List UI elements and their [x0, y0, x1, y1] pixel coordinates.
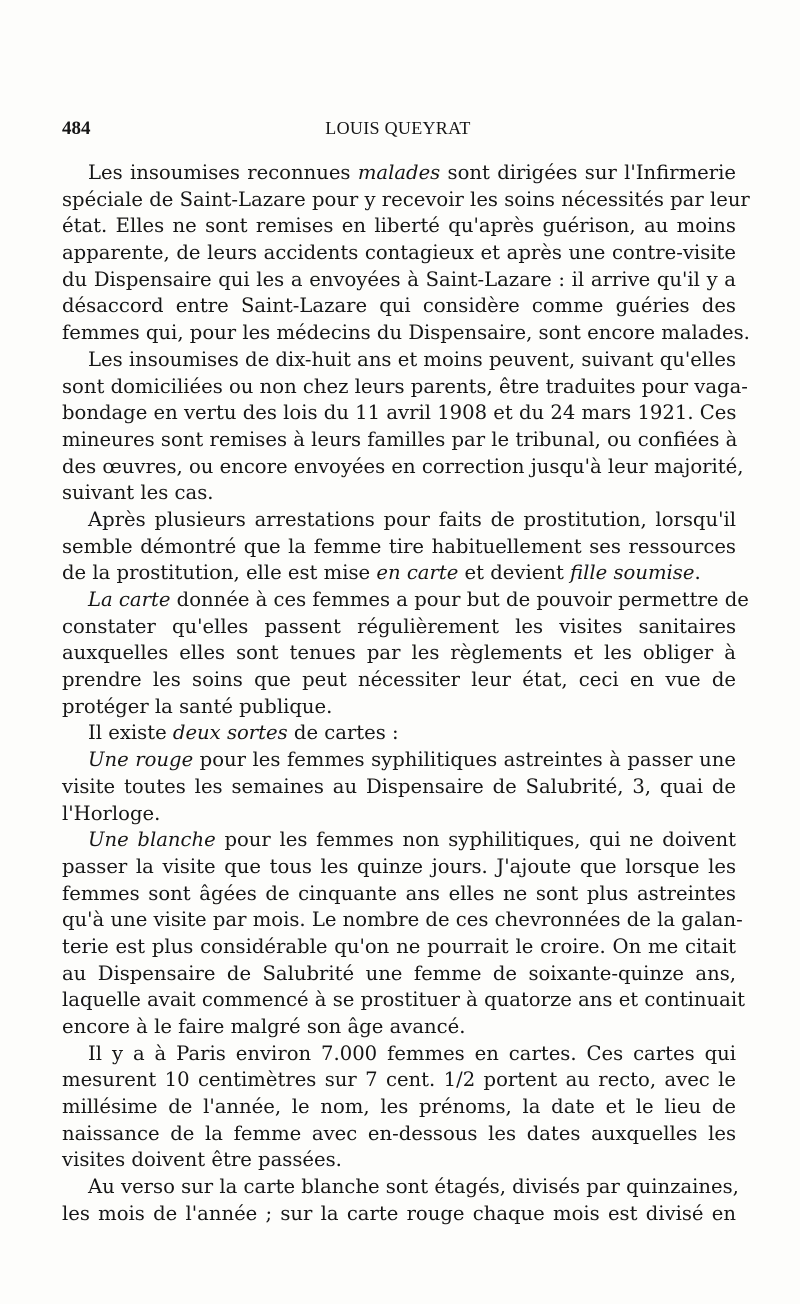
line-text: constater qu'elles passent régulièrement les visites sanitaires	[62, 614, 736, 638]
line-text: pour les femmes syphilitiques astreintes à passer une	[193, 748, 736, 772]
italic-text: en carte	[376, 561, 459, 585]
line-text: laquelle avait commencé à se prostituer à quatorze ans et continuait	[62, 988, 745, 1012]
text-line	[62, 1014, 736, 1041]
line-text: encore à le faire malgré son âge avancé.	[62, 1015, 466, 1038]
page-header	[62, 118, 734, 146]
line-text: mesurent 10 centimètres sur 7 cent. 1/2 portent au recto, avec le	[62, 1068, 736, 1092]
text-line	[62, 320, 750, 347]
text-line	[62, 1121, 736, 1148]
text-line	[62, 827, 736, 854]
text-line	[62, 1041, 736, 1068]
text-line	[62, 774, 736, 801]
line-text: de la prostitution, elle est mise	[62, 561, 377, 585]
text-line	[62, 640, 736, 667]
line-text: visites doivent être passées.	[62, 1148, 342, 1172]
italic-text: fille soumise	[570, 561, 695, 585]
text-line	[62, 667, 736, 694]
line-text: des œuvres, ou encore envoyées en correction jusqu'à leur majorité,	[62, 454, 744, 478]
italic-text: deux sortes	[172, 721, 288, 745]
text-line	[62, 881, 736, 908]
text-line	[62, 347, 736, 374]
line-text: protéger la santé publique.	[62, 694, 333, 718]
italic-text: Une blanche	[88, 828, 216, 852]
text-line	[62, 160, 736, 187]
text-line	[62, 454, 744, 481]
line-text: donnée à ces femmes a pour but de pouvoir permettre de	[170, 588, 749, 611]
text-line	[62, 720, 736, 747]
text-line	[62, 961, 736, 988]
text-line	[62, 480, 736, 507]
text-line	[62, 374, 748, 401]
line-text: au Dispensaire de Salubrité une femme de soixante-quinze ans,	[62, 961, 736, 985]
body-text	[62, 160, 750, 1228]
text-line	[62, 213, 736, 240]
text-line	[62, 907, 743, 934]
line-text: mineures sont remises à leurs familles par le tribunal, ou confiées à	[62, 427, 738, 451]
line-text: Il y a à Paris environ 7.000 femmes en cartes. Ces cartes qui	[88, 1041, 736, 1065]
line-text: désaccord entre Saint-Lazare qui considère comme guéries des	[62, 294, 736, 318]
text-line	[62, 987, 745, 1014]
text-line	[62, 1201, 736, 1228]
text-line	[62, 587, 749, 614]
line-text: Après plusieurs arrestations pour faits de prostitution, lorsqu'il	[88, 507, 736, 531]
page-number: 484	[62, 118, 91, 139]
line-text: passer la visite que tous les quinze jours. J'ajoute que lorsque les	[62, 854, 736, 878]
line-text: .	[694, 561, 701, 585]
italic-text: malades	[357, 161, 441, 184]
text-line	[62, 240, 736, 267]
line-text: prendre les soins que peut nécessiter leur état, ceci en vue de	[62, 668, 736, 692]
text-line	[62, 534, 736, 561]
text-line	[62, 427, 736, 454]
line-text: semble démontré que la femme tire habituellement ses ressources	[62, 534, 736, 558]
line-text: suivant les cas.	[62, 481, 214, 505]
line-text: apparente, de leurs accidents contagieux et après une contre-visite	[62, 241, 736, 265]
italic-text: Une rouge	[88, 748, 194, 772]
text-line	[62, 507, 736, 534]
text-line	[62, 1067, 736, 1094]
text-line	[62, 854, 736, 881]
text-line	[62, 801, 736, 828]
line-text: Les insoumises de dix-huit ans et moins peuvent, suivant qu'elles	[88, 347, 737, 371]
text-line	[62, 614, 736, 641]
line-text: Les insoumises reconnues	[88, 161, 358, 184]
line-text: et devient	[458, 561, 571, 585]
text-line	[62, 694, 736, 721]
line-text: sont domiciliées ou non chez leurs parents, être traduites pour vaga-	[62, 374, 748, 398]
line-text: sont dirigées sur l'Infirmerie	[440, 161, 737, 184]
text-line	[62, 400, 736, 427]
line-text: du Dispensaire qui les a envoyées à Saint-Lazare : il arrive qu'il y a	[62, 267, 736, 291]
text-line	[62, 267, 736, 294]
text-line	[62, 560, 736, 587]
line-text: pour les femmes non syphilitiques, qui ne doivent	[215, 828, 736, 852]
text-line	[62, 747, 736, 774]
text-line	[62, 187, 750, 214]
line-text: naissance de la femme avec en-dessous les dates auxquelles les	[62, 1121, 736, 1145]
line-text: état. Elles ne sont remises en liberté qu'après guérison, au moins	[62, 214, 736, 238]
line-text: terie est plus considérable qu'on ne pourrait le croire. On me citait	[62, 934, 736, 958]
text-line	[62, 293, 736, 320]
italic-text: La carte	[88, 588, 171, 611]
text-line	[62, 1147, 736, 1174]
line-text: femmes qui, pour les médecins du Dispensaire, sont encore malades.	[62, 321, 750, 345]
line-text: bondage en vertu des lois du 11 avril 1908 et du 24 mars 1921. Ces	[62, 401, 737, 425]
text-line	[62, 1094, 736, 1121]
line-text: de cartes :	[287, 721, 399, 745]
line-text: spéciale de Saint-Lazare pour y recevoir les soins nécessités par leur	[62, 187, 750, 211]
line-text: Au verso sur la carte blanche sont étagés, divisés par quinzaines,	[88, 1175, 739, 1199]
line-text: les mois de l'année ; sur la carte rouge chaque mois est divisé en	[62, 1201, 736, 1225]
line-text: auxquelles elles sont tenues par les règlements et les obliger à	[62, 641, 736, 665]
line-text: visite toutes les semaines au Dispensaire de Salubrité, 3, quai de	[62, 774, 736, 798]
running-title: LOUIS QUEYRAT	[325, 118, 471, 138]
line-text: l'Horloge.	[62, 801, 161, 825]
text-line	[62, 1174, 739, 1201]
line-text: femmes sont âgées de cinquante ans elles ne sont plus astreintes	[62, 881, 736, 905]
line-text: millésime de l'année, le nom, les prénoms, la date et le lieu de	[62, 1095, 736, 1119]
line-text: Il existe	[88, 721, 173, 745]
text-line	[62, 934, 736, 961]
line-text: qu'à une visite par mois. Le nombre de ces chevronnées de la galan-	[62, 908, 743, 932]
